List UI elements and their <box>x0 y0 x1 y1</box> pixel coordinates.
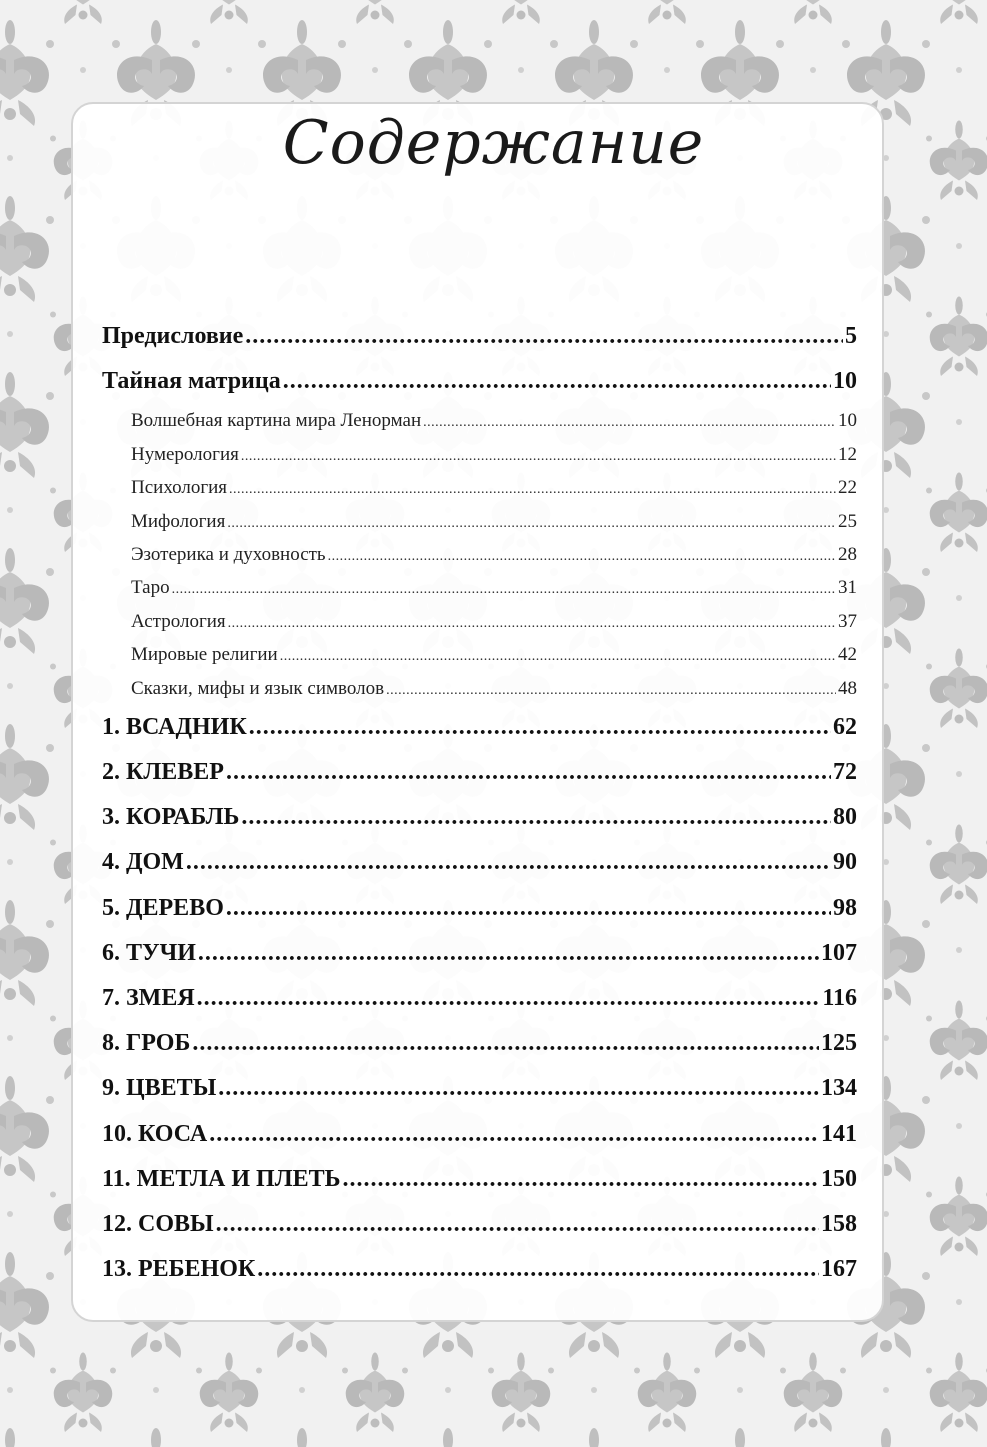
dot-leader <box>192 1021 819 1066</box>
dot-leader <box>229 473 836 506</box>
toc-entry <box>102 505 857 538</box>
toc-entry <box>102 404 857 437</box>
dot-leader <box>172 573 836 606</box>
dot-leader <box>197 976 821 1021</box>
toc-entry-title: Астрология <box>131 610 226 632</box>
toc-entry-page: 107 <box>821 939 857 966</box>
dot-leader <box>342 1157 819 1202</box>
toc-entry <box>102 471 857 504</box>
toc-entry <box>102 538 857 571</box>
toc-entry <box>102 1112 857 1157</box>
dot-leader <box>257 1247 819 1292</box>
dot-leader <box>198 931 819 976</box>
toc-entry-title: Мировые религии <box>131 644 278 666</box>
toc-entry-title: 8. ГРОБ <box>102 1030 191 1057</box>
toc-entry <box>102 672 857 705</box>
toc-entry <box>102 1202 857 1247</box>
toc-entry-title: Тайная матрица <box>102 368 281 395</box>
toc-entry-page: 62 <box>833 713 857 740</box>
toc-entry-title: Психология <box>131 477 228 499</box>
dot-leader <box>216 1202 819 1247</box>
toc-entry-title: Предисловие <box>102 323 244 349</box>
toc-entry <box>102 605 857 638</box>
toc-entry-title: 12. СОВЫ <box>102 1210 214 1237</box>
table-of-contents <box>102 314 857 1292</box>
toc-entry-title: Нумерология <box>131 443 239 465</box>
toc-entry-page: 5 <box>845 323 857 349</box>
toc-entry-title: Мифология <box>131 510 226 532</box>
dot-leader <box>280 640 836 673</box>
toc-entry-page: 10 <box>833 368 857 395</box>
toc-entry-page: 80 <box>833 804 857 831</box>
dot-leader <box>245 314 843 359</box>
toc-entry <box>102 1066 857 1111</box>
toc-entry <box>102 705 857 750</box>
toc-entry-page: 141 <box>821 1120 857 1147</box>
dot-leader <box>186 840 831 885</box>
dot-leader <box>249 705 831 750</box>
dot-leader <box>241 795 831 840</box>
dot-leader <box>241 440 836 473</box>
toc-entry-page: 90 <box>833 849 857 876</box>
dot-leader <box>328 540 836 573</box>
toc-entry <box>102 571 857 604</box>
toc-entry-title: 7. ЗМЕЯ <box>102 985 195 1012</box>
toc-entry-title: 1. ВСАДНИК <box>102 713 247 740</box>
dot-leader <box>386 674 836 707</box>
toc-entry-page: 125 <box>821 1030 857 1057</box>
dot-leader <box>226 886 831 931</box>
toc-entry-page: 10 <box>838 410 857 432</box>
toc-entry-title: 6. ТУЧИ <box>102 939 196 966</box>
toc-entry <box>102 750 857 795</box>
toc-entry-page: 22 <box>838 477 857 499</box>
toc-entry-title: Таро <box>131 577 170 599</box>
toc-entry-page: 150 <box>821 1165 857 1192</box>
dot-leader <box>283 359 831 404</box>
toc-entry <box>102 638 857 671</box>
toc-entry <box>102 359 857 404</box>
toc-entry <box>102 886 857 931</box>
toc-entry <box>102 314 857 359</box>
toc-entry <box>102 795 857 840</box>
dot-leader <box>228 607 836 640</box>
toc-entry <box>102 976 857 1021</box>
toc-entry-title: 10. КОСА <box>102 1120 208 1147</box>
toc-entry-title: Волшебная картина мира Ленорман <box>131 410 422 432</box>
toc-entry-page: 98 <box>833 894 857 921</box>
toc-entry-page: 25 <box>838 510 857 532</box>
toc-entry-title: 3. КОРАБЛЬ <box>102 804 240 831</box>
toc-entry-title: Эзотерика и духовность <box>131 543 326 565</box>
dot-leader <box>226 750 831 795</box>
toc-entry-page: 134 <box>821 1075 857 1102</box>
toc-entry-page: 72 <box>833 759 857 786</box>
toc-entry-title: 13. РЕБЕНОК <box>102 1256 256 1283</box>
toc-entry-title: 2. КЛЕВЕР <box>102 759 224 786</box>
dot-leader <box>423 406 836 439</box>
toc-entry-page: 31 <box>838 577 857 599</box>
toc-entry <box>102 1157 857 1202</box>
toc-entry-title: 11. МЕТЛА И ПЛЕТЬ <box>102 1165 341 1192</box>
dot-leader <box>227 507 836 540</box>
toc-entry-title: Сказки, мифы и язык символов <box>131 677 385 699</box>
toc-entry <box>102 931 857 976</box>
toc-entry-page: 167 <box>821 1256 857 1283</box>
dot-leader <box>209 1112 819 1157</box>
toc-entry-title: 4. ДОМ <box>102 849 184 876</box>
toc-entry <box>102 1021 857 1066</box>
dot-leader <box>218 1066 819 1111</box>
toc-entry <box>102 1247 857 1292</box>
page-title: Содержание <box>282 108 705 178</box>
toc-entry <box>102 438 857 471</box>
toc-entry-title: 9. ЦВЕТЫ <box>102 1075 217 1102</box>
toc-entry-page: 12 <box>838 443 857 465</box>
toc-entry-page: 116 <box>822 985 857 1012</box>
toc-entry-page: 158 <box>821 1210 857 1237</box>
toc-entry-page: 28 <box>838 543 857 565</box>
toc-entry-page: 42 <box>838 644 857 666</box>
toc-entry-page: 48 <box>838 677 857 699</box>
toc-entry <box>102 840 857 885</box>
toc-entry-page: 37 <box>838 610 857 632</box>
toc-entry-title: 5. ДЕРЕВО <box>102 894 224 921</box>
